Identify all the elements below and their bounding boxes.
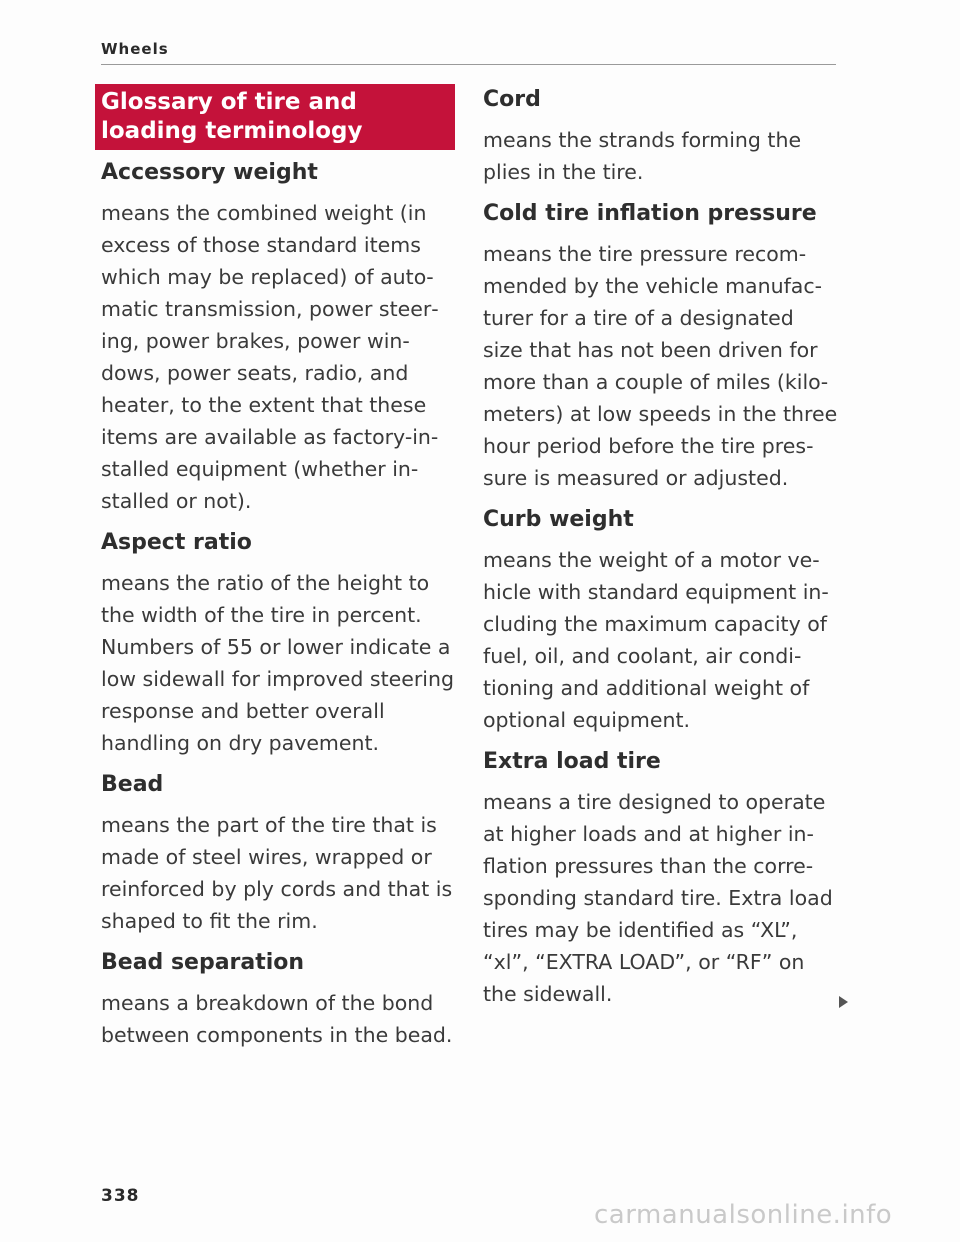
definition-extra-load-tire: means a tire designed to operate at higher loads and at higher inflation pressures than the corresponding standard tire. Extra load tires may be identified as “XL”, “xl”, “EXTRA LOAD”, or “RF” on the sidewall.	[483, 790, 833, 1006]
term-bead: Bead	[101, 772, 164, 797]
term-curb-weight: Curb weight	[483, 507, 634, 532]
section-header: Wheels	[101, 40, 169, 58]
definition-cord: means the strands forming the plies in the tire.	[483, 128, 802, 184]
definition-bead-separation: means a breakdown of the bond between components in the bead.	[101, 991, 453, 1047]
term-accessory-weight: Accessory weight	[101, 160, 318, 185]
page-number: 338	[101, 1186, 140, 1206]
definition-accessory-weight: means the combined weight (in excess of those standard items which may be replaced) of automatic transmission, power steering, power brakes, power windows, power seats, radio, and heater, to the extent that these items are available as factory-installed equipment (whether installed or not).	[101, 201, 439, 513]
continue-arrow-icon	[839, 996, 848, 1008]
definition-curb-weight: means the weight of a motor vehicle with standard equipment including the maximum capacity of fuel, oil, and coolant, air conditioning and additional weight of optional equipment.	[483, 548, 829, 732]
term-aspect-ratio: Aspect ratio	[101, 530, 252, 555]
right-column	[483, 84, 839, 1022]
glossary-banner-title: Glossary of tire and loading terminology	[95, 84, 455, 150]
definition-cold-tire-inflation-pressure: means the tire pressure recommended by the vehicle manufacturer for a tire of a designated size that has not been driven for more than a couple of miles (kilometers) at low speeds in the three hour period before the tire pressure is measured or adjusted.	[483, 242, 838, 490]
definition-aspect-ratio: means the ratio of the height to the width of the tire in percent. Numbers of 55 or lower indicate a low sidewall for improved steering response and better overall handling on dry pavement.	[101, 571, 455, 755]
definition-bead: means the part of the tire that is made of steel wires, wrapped or reinforced by ply cords and that is shaped to fit the rim.	[101, 813, 453, 933]
term-bead-separation: Bead separation	[101, 950, 305, 975]
term-extra-load-tire: Extra load tire	[483, 749, 661, 774]
header-rule	[101, 64, 836, 65]
left-column	[101, 84, 455, 1063]
term-cord: Cord	[483, 87, 541, 112]
watermark: carmanualsonline.info	[594, 1200, 893, 1230]
term-cold-tire-inflation-pressure: Cold tire inflation pressure	[483, 201, 817, 226]
